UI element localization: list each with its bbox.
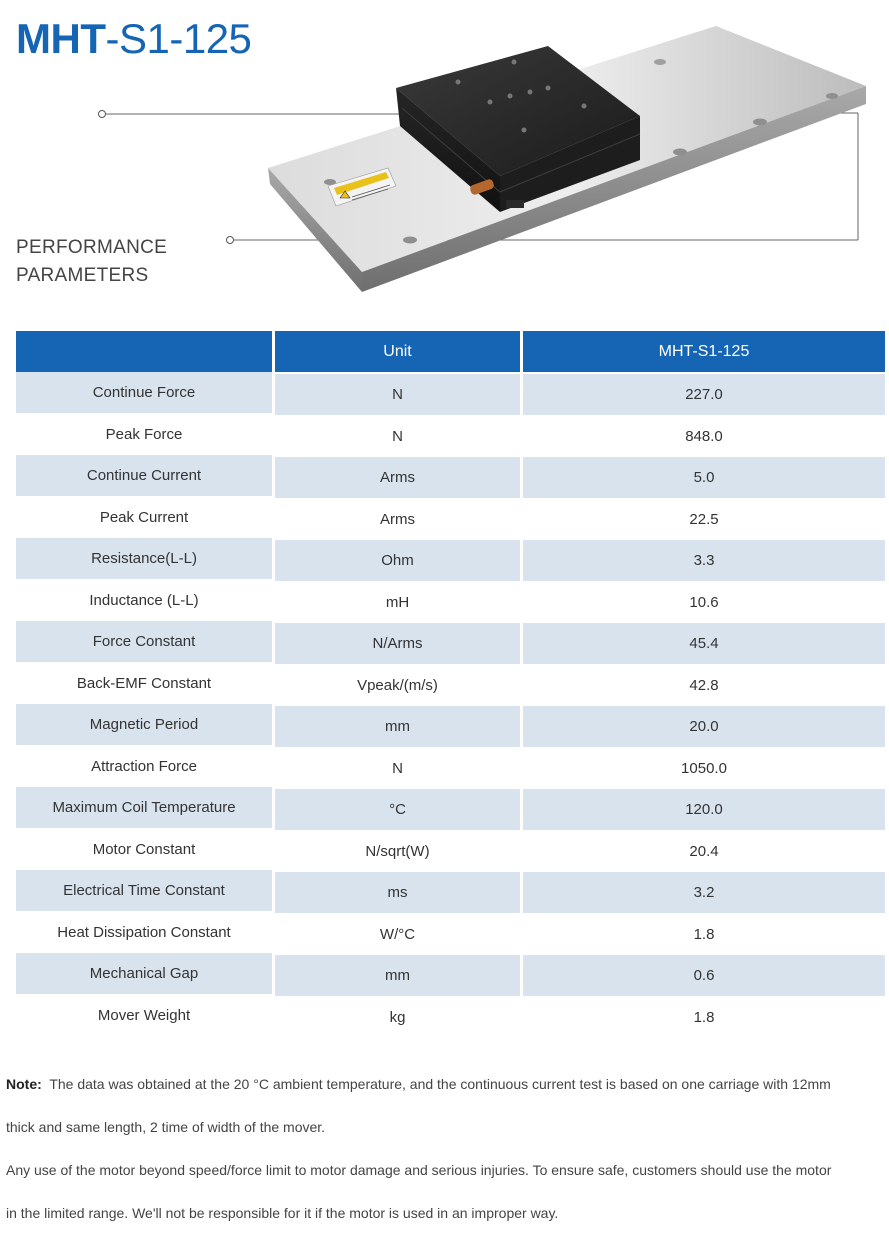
note-line-2: thick and same length, 2 time of width of the mover. xyxy=(6,1119,326,1135)
performance-table xyxy=(16,331,885,1038)
row-param: Magnetic Period xyxy=(16,704,272,746)
table-row xyxy=(16,831,885,872)
row-value: 120.0 xyxy=(520,789,885,831)
row-unit: N/Arms xyxy=(272,623,520,665)
row-value: 20.0 xyxy=(520,706,885,748)
header-unit: Unit xyxy=(272,331,520,374)
table-row xyxy=(16,665,885,706)
row-param: Force Constant xyxy=(16,621,272,663)
row-unit: N xyxy=(272,416,520,457)
table-row xyxy=(16,374,885,416)
row-unit: Vpeak/(m/s) xyxy=(272,665,520,706)
row-unit: mm xyxy=(272,955,520,997)
table-header-row xyxy=(16,331,885,374)
row-param: Resistance(L-L) xyxy=(16,538,272,580)
note-line-4: in the limited range. We'll not be responsible for it if the motor is used in an improper way. xyxy=(6,1205,559,1221)
row-value: 3.2 xyxy=(520,872,885,914)
note-label: Note: xyxy=(6,1076,42,1092)
note-text-1: The data was obtained at the 20 °C ambient temperature, and the continuous current test is based on one carriage with 12mm xyxy=(49,1076,831,1092)
row-param: Continue Current xyxy=(16,455,272,497)
row-unit: mm xyxy=(272,706,520,748)
row-value: 45.4 xyxy=(520,623,885,665)
row-param: Mover Weight xyxy=(16,995,272,1036)
row-value: 1.8 xyxy=(520,914,885,955)
row-value: 20.4 xyxy=(520,831,885,872)
table-row xyxy=(16,706,885,748)
row-value: 3.3 xyxy=(520,540,885,582)
row-param: Heat Dissipation Constant xyxy=(16,912,272,953)
section-heading xyxy=(16,234,167,290)
row-unit: W/°C xyxy=(272,914,520,955)
row-unit: N/sqrt(W) xyxy=(272,831,520,872)
row-value: 227.0 xyxy=(520,374,885,416)
note-line-3: Any use of the motor beyond speed/force limit to motor damage and serious injuries. To ensure safe, customers should use the motor xyxy=(6,1162,832,1178)
row-unit: N xyxy=(272,748,520,789)
note-line-1 xyxy=(6,1063,884,1106)
row-param: Continue Force xyxy=(16,372,272,414)
row-param: Motor Constant xyxy=(16,829,272,870)
row-unit: ms xyxy=(272,872,520,914)
row-param: Mechanical Gap xyxy=(16,953,272,995)
row-unit: kg xyxy=(272,997,520,1038)
row-param: Back-EMF Constant xyxy=(16,663,272,704)
table-row xyxy=(16,582,885,623)
row-value: 10.6 xyxy=(520,582,885,623)
table-row xyxy=(16,457,885,499)
table-row xyxy=(16,872,885,914)
table-row xyxy=(16,789,885,831)
section-heading-line1: PERFORMANCE xyxy=(16,237,168,258)
table-row xyxy=(16,997,885,1038)
row-unit: Ohm xyxy=(272,540,520,582)
header-parameter xyxy=(16,331,272,374)
row-unit: mH xyxy=(272,582,520,623)
row-param: Inductance (L-L) xyxy=(16,580,272,621)
table-row xyxy=(16,540,885,582)
row-param: Maximum Coil Temperature xyxy=(16,787,272,829)
row-value: 22.5 xyxy=(520,499,885,540)
row-value: 0.6 xyxy=(520,955,885,997)
section-heading-line2: PARAMETERS xyxy=(16,265,149,286)
table-row xyxy=(16,955,885,997)
row-param: Attraction Force xyxy=(16,746,272,787)
table-row xyxy=(16,748,885,789)
title-model-bold: MHT xyxy=(16,15,106,62)
notes-section xyxy=(6,1063,884,1235)
row-unit: Arms xyxy=(272,499,520,540)
row-value: 1.8 xyxy=(520,997,885,1038)
row-unit: °C xyxy=(272,789,520,831)
table-row xyxy=(16,416,885,457)
table-row xyxy=(16,499,885,540)
table-row xyxy=(16,914,885,955)
title-model-rest: -S1-125 xyxy=(105,15,252,62)
row-param: Peak Current xyxy=(16,497,272,538)
row-value: 5.0 xyxy=(520,457,885,499)
row-value: 848.0 xyxy=(520,416,885,457)
row-unit: Arms xyxy=(272,457,520,499)
table-row xyxy=(16,623,885,665)
header-model: MHT-S1-125 xyxy=(520,331,885,374)
row-unit: N xyxy=(272,374,520,416)
row-param: Peak Force xyxy=(16,414,272,455)
row-value: 42.8 xyxy=(520,665,885,706)
row-param: Electrical Time Constant xyxy=(16,870,272,912)
row-value: 1050.0 xyxy=(520,748,885,789)
